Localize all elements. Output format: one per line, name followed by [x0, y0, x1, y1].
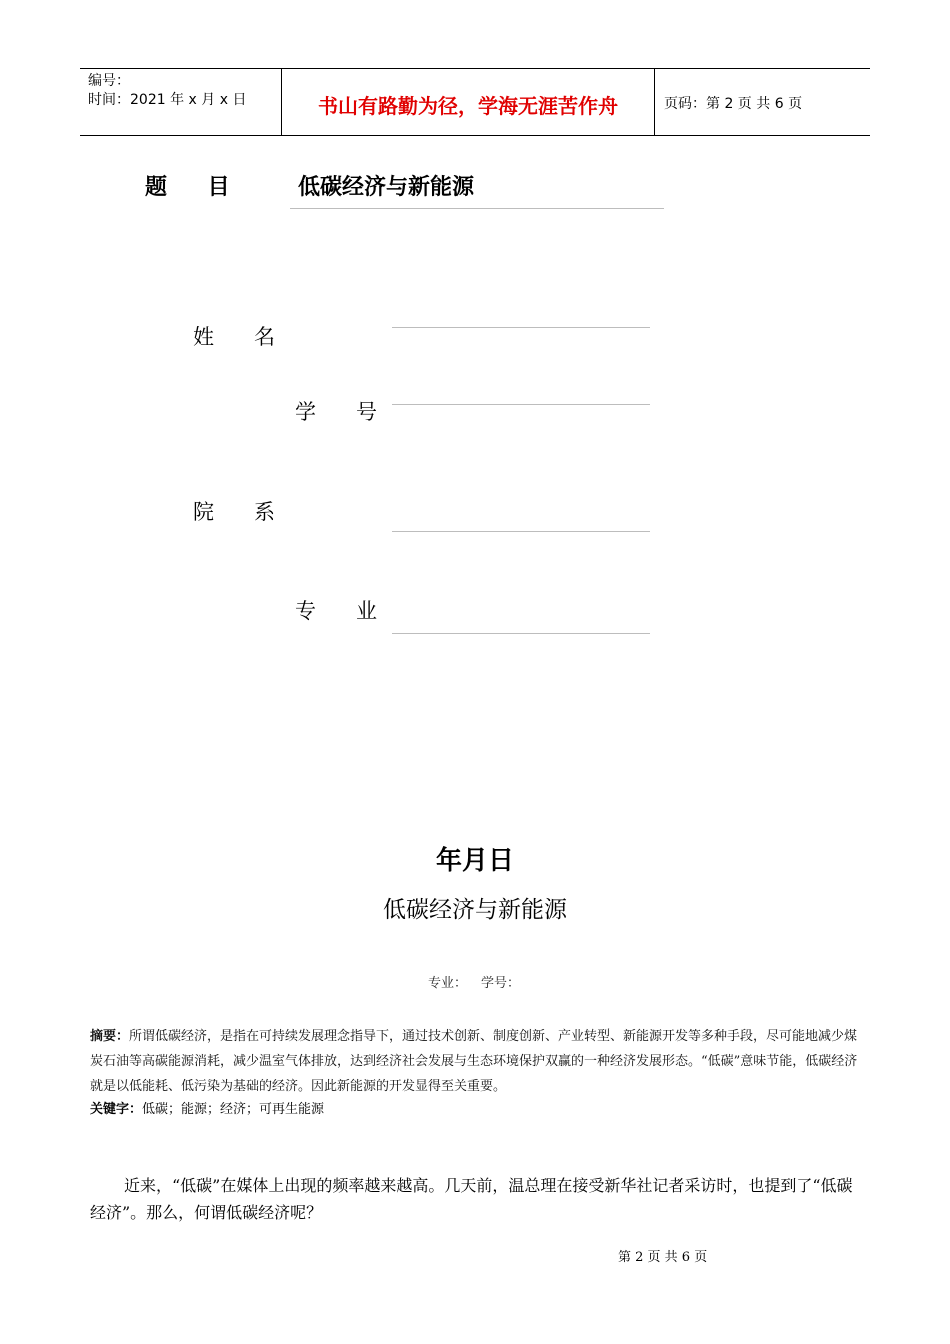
student-id-field-line: [392, 404, 650, 405]
name-label: 姓 名: [193, 325, 276, 349]
student-id-label: 学 号: [295, 400, 378, 424]
article-title: 低碳经济与新能源: [383, 897, 567, 923]
title-underline: [290, 208, 664, 209]
header-divider-right: [654, 68, 655, 135]
abstract-label: 摘要：: [90, 1029, 130, 1044]
header-top-rule: [80, 68, 870, 69]
major-label: 专 业: [295, 599, 378, 623]
keywords-text: 低碳；能源；经济；可再生能源: [142, 1102, 325, 1117]
article-meta: [428, 972, 534, 991]
name-field-line: [392, 327, 650, 328]
title-value: 低碳经济与新能源: [298, 175, 475, 200]
body-paragraph: 近来，“低碳”在媒体上出现的频率越来越高。几天前，温总理在接受新华社记者采访时，也提到了“低碳经济”。那么，何谓低碳经济呢？: [90, 1176, 853, 1222]
header-bottom-rule: [80, 135, 870, 136]
department-label: 院 系: [193, 500, 276, 524]
keywords-label: 关键字：: [90, 1102, 143, 1117]
footer-page-number: 第 2 页 共 6 页: [618, 1250, 708, 1265]
department-field-line: [392, 531, 650, 532]
keywords: [90, 1099, 860, 1121]
major-field-line: [392, 633, 650, 634]
cover-date: 年月日: [435, 846, 514, 876]
major-meta-label: 专业：: [428, 976, 468, 991]
time-label: 时间：2021 年 x 月 x 日: [88, 92, 247, 108]
header-motto: 书山有路勤为径，学海无涯苦作舟: [318, 94, 618, 118]
title-label: 题 目: [145, 175, 232, 200]
abstract-text: 所谓低碳经济，是指在可持续发展理念指导下，通过技术创新、制度创新、产业转型、新能源开发等多种手段，尽可能地减少煤炭石油等高碳能源消耗，减少温室气体排放，达到经济社会发展与生态环境保护双赢的一种经济发展形态。“低碳”意味节能，低碳经济就是以低能耗、低污染为基础的经济。因此新能源的开发显得至关重要。: [90, 1029, 858, 1094]
serial-label: 编号：: [88, 73, 130, 89]
student-id-meta-label: 学号：: [481, 976, 521, 991]
header-page-info: 页码：第 2 页 共 6 页: [664, 96, 803, 112]
abstract: [90, 1024, 860, 1099]
